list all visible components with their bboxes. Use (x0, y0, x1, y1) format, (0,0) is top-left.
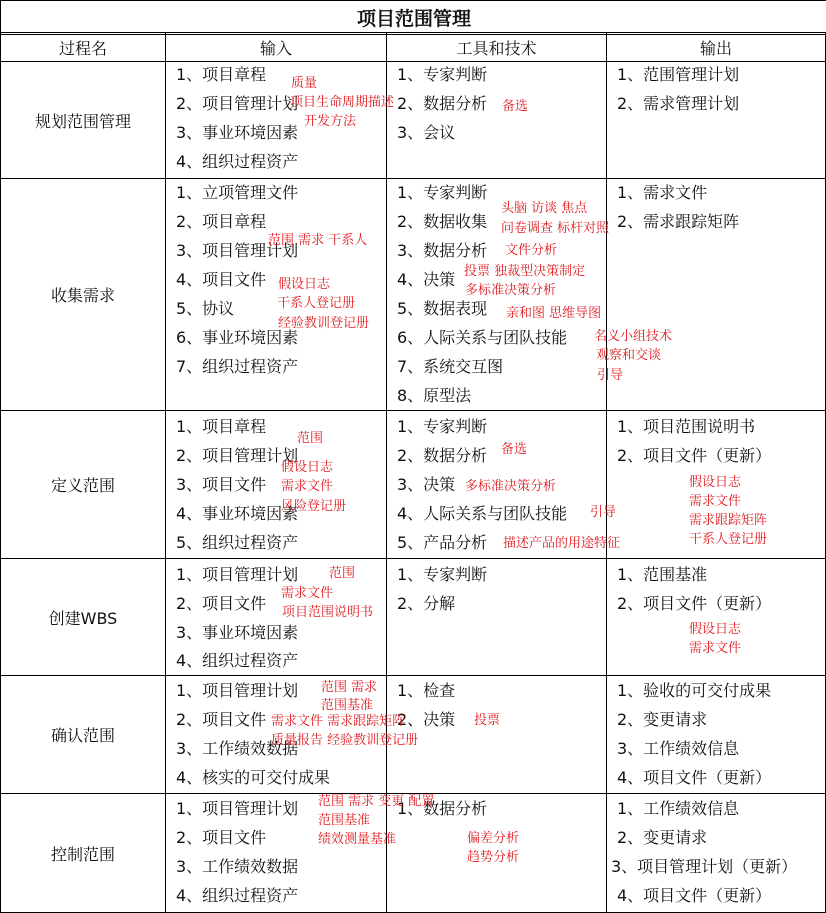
outputs-cell (606, 675, 826, 794)
annotation-note: 引导 (597, 368, 624, 383)
input-item: 1、项目章程 (176, 417, 267, 436)
annotation-note: 描述产品的用途特征 (503, 536, 621, 551)
output-item: 2、需求管理计划 (617, 94, 740, 113)
inputs-cell (165, 793, 387, 913)
annotation-note: 假设日志 (689, 622, 742, 637)
input-item: 1、项目管理计划 (176, 681, 299, 700)
input-item: 1、项目章程 (176, 65, 267, 84)
header-inputs: 输入 (165, 32, 387, 62)
outputs-cell (606, 793, 826, 913)
input-item: 1、项目管理计划 (176, 565, 299, 584)
output-item: 2、需求跟踪矩阵 (617, 212, 740, 231)
output-item: 1、需求文件 (617, 183, 708, 202)
output-item: 2、变更请求 (617, 828, 708, 847)
annotation-note: 范围 需求 (321, 680, 378, 695)
annotation-note: 投票 (474, 713, 501, 728)
tool-item: 2、分解 (397, 594, 456, 613)
input-item: 1、项目管理计划 (176, 799, 299, 818)
header-outputs: 输出 (606, 32, 826, 62)
output-item: 1、项目范围说明书 (617, 417, 756, 436)
input-item: 3、项目文件 (176, 475, 267, 494)
input-item: 4、核实的可交付成果 (176, 768, 331, 787)
annotation-note: 需求文件 (281, 586, 334, 601)
tool-item: 2、数据收集 (397, 212, 488, 231)
input-item: 4、组织过程资产 (176, 886, 299, 905)
annotation-note: 风险登记册 (281, 499, 347, 514)
output-item: 2、变更请求 (617, 710, 708, 729)
tool-item: 1、专家判断 (397, 183, 488, 202)
annotation-note: 观察和交谈 (596, 348, 662, 363)
annotation-note: 质量 (291, 76, 318, 91)
process-name: 定义范围 (0, 410, 166, 559)
outputs-cell (606, 178, 826, 411)
tool-item: 1、专家判断 (397, 417, 488, 436)
output-item: 1、范围基准 (617, 565, 708, 584)
process-name: 控制范围 (0, 793, 166, 913)
annotation-note: 范围 (329, 566, 356, 581)
tools-cell (386, 675, 607, 794)
annotation-note: 偏差分析 (467, 831, 520, 846)
output-item: 3、项目管理计划（更新） (611, 857, 798, 876)
output-item: 1、范围管理计划 (617, 65, 740, 84)
annotation-note: 范围 需求 干系人 (268, 233, 368, 248)
input-item: 3、事业环境因素 (176, 123, 299, 142)
input-item: 4、事业环境因素 (176, 504, 299, 523)
table-title: 项目范围管理 (0, 0, 826, 35)
output-item: 3、工作绩效信息 (617, 739, 740, 758)
annotation-note: 文件分析 (505, 243, 558, 258)
input-item: 3、工作绩效数据 (176, 857, 299, 876)
annotation-note: 绩效测量基准 (318, 832, 397, 847)
outputs-cell (606, 558, 826, 676)
annotation-note: 范围 (297, 431, 324, 446)
input-item: 5、组织过程资产 (176, 533, 299, 552)
input-item: 4、组织过程资产 (176, 152, 299, 171)
tool-item: 4、人际关系与团队技能 (397, 504, 568, 523)
annotation-note: 项目生命周期描述 (290, 95, 395, 110)
header-tools: 工具和技术 (386, 32, 607, 62)
tools-cell (386, 558, 607, 676)
input-item: 3、项目管理计划 (176, 241, 299, 260)
annotation-note: 引导 (590, 505, 617, 520)
tool-item: 7、系统交互图 (397, 357, 504, 376)
input-item: 2、项目管理计划 (176, 94, 299, 113)
annotation-note: 备选 (502, 99, 529, 114)
input-item: 1、立项管理文件 (176, 183, 299, 202)
tool-item: 1、数据分析 (397, 799, 488, 818)
header-process-name: 过程名 (0, 32, 166, 62)
annotation-note: 亲和图 思维导图 (506, 306, 602, 321)
output-item: 1、工作绩效信息 (617, 799, 740, 818)
annotation-note: 假设日志 (278, 277, 331, 292)
inputs-cell (165, 410, 387, 559)
tool-item: 2、数据分析 (397, 94, 488, 113)
output-item: 2、项目文件（更新） (617, 446, 772, 465)
tool-item: 3、数据分析 (397, 241, 488, 260)
tool-item: 1、专家判断 (397, 565, 488, 584)
output-item: 2、项目文件（更新） (617, 594, 772, 613)
annotation-note: 投票 独裁型决策制定 (464, 264, 586, 279)
inputs-cell (165, 178, 387, 411)
annotation-note: 范围基准 (318, 813, 371, 828)
tool-item: 6、人际关系与团队技能 (397, 328, 568, 347)
outputs-cell (606, 61, 826, 179)
annotation-note: 需求文件 (281, 479, 334, 494)
annotation-note: 干系人登记册 (689, 532, 768, 547)
annotation-note: 多标准决策分析 (465, 283, 557, 298)
input-item: 2、项目管理计划 (176, 446, 299, 465)
tool-item: 5、数据表现 (397, 299, 488, 318)
input-item: 2、项目文件 (176, 710, 267, 729)
annotation-note: 质量报告 经验教训登记册 (271, 733, 419, 748)
output-item: 4、项目文件（更新） (617, 768, 772, 787)
annotation-note: 范围基准 (321, 698, 374, 713)
annotation-note: 备选 (501, 442, 528, 457)
input-item: 2、项目文件 (176, 828, 267, 847)
process-name: 确认范围 (0, 675, 166, 794)
annotation-note: 多标准决策分析 (465, 479, 557, 494)
input-item: 4、组织过程资产 (176, 651, 299, 670)
tool-item: 4、决策 (397, 270, 456, 289)
annotation-note: 需求文件 (689, 641, 742, 656)
annotation-note: 假设日志 (689, 475, 742, 490)
annotation-note: 开发方法 (304, 114, 357, 129)
annotation-note: 需求文件 (689, 494, 742, 509)
input-item: 7、组织过程资产 (176, 357, 299, 376)
tool-item: 2、决策 (397, 710, 456, 729)
tools-cell (386, 61, 607, 179)
input-item: 5、协议 (176, 299, 235, 318)
tool-item: 5、产品分析 (397, 533, 488, 552)
annotation-note: 经验教训登记册 (278, 316, 370, 331)
annotation-note: 需求文件 需求跟踪矩阵 (271, 714, 406, 729)
tool-item: 3、决策 (397, 475, 456, 494)
annotation-note: 干系人登记册 (277, 296, 356, 311)
input-item: 3、工作绩效数据 (176, 739, 299, 758)
input-item: 2、项目文件 (176, 594, 267, 613)
annotation-note: 名义小组技术 (594, 329, 673, 344)
annotation-note: 范围 需求 变更 配置 (318, 794, 435, 809)
annotation-note: 假设日志 (281, 460, 334, 475)
annotation-note: 项目范围说明书 (282, 605, 374, 620)
tool-item: 3、会议 (397, 123, 456, 142)
process-name: 规划范围管理 (0, 61, 166, 179)
input-item: 3、事业环境因素 (176, 623, 299, 642)
output-item: 4、项目文件（更新） (617, 886, 772, 905)
tool-item: 1、检查 (397, 681, 456, 700)
process-name: 创建WBS (0, 558, 166, 676)
annotation-note: 趋势分析 (467, 850, 520, 865)
process-name: 收集需求 (0, 178, 166, 411)
tool-item: 2、数据分析 (397, 446, 488, 465)
annotation-note: 头脑 访谈 焦点 (501, 201, 588, 216)
output-item: 1、验收的可交付成果 (617, 681, 772, 700)
annotation-note: 需求跟踪矩阵 (689, 513, 768, 528)
input-item: 2、项目章程 (176, 212, 267, 231)
annotation-note: 问卷调查 标杆对照 (501, 221, 610, 236)
input-item: 6、事业环境因素 (176, 328, 299, 347)
tool-item: 8、原型法 (397, 386, 472, 405)
input-item: 4、项目文件 (176, 270, 267, 289)
tool-item: 1、专家判断 (397, 65, 488, 84)
